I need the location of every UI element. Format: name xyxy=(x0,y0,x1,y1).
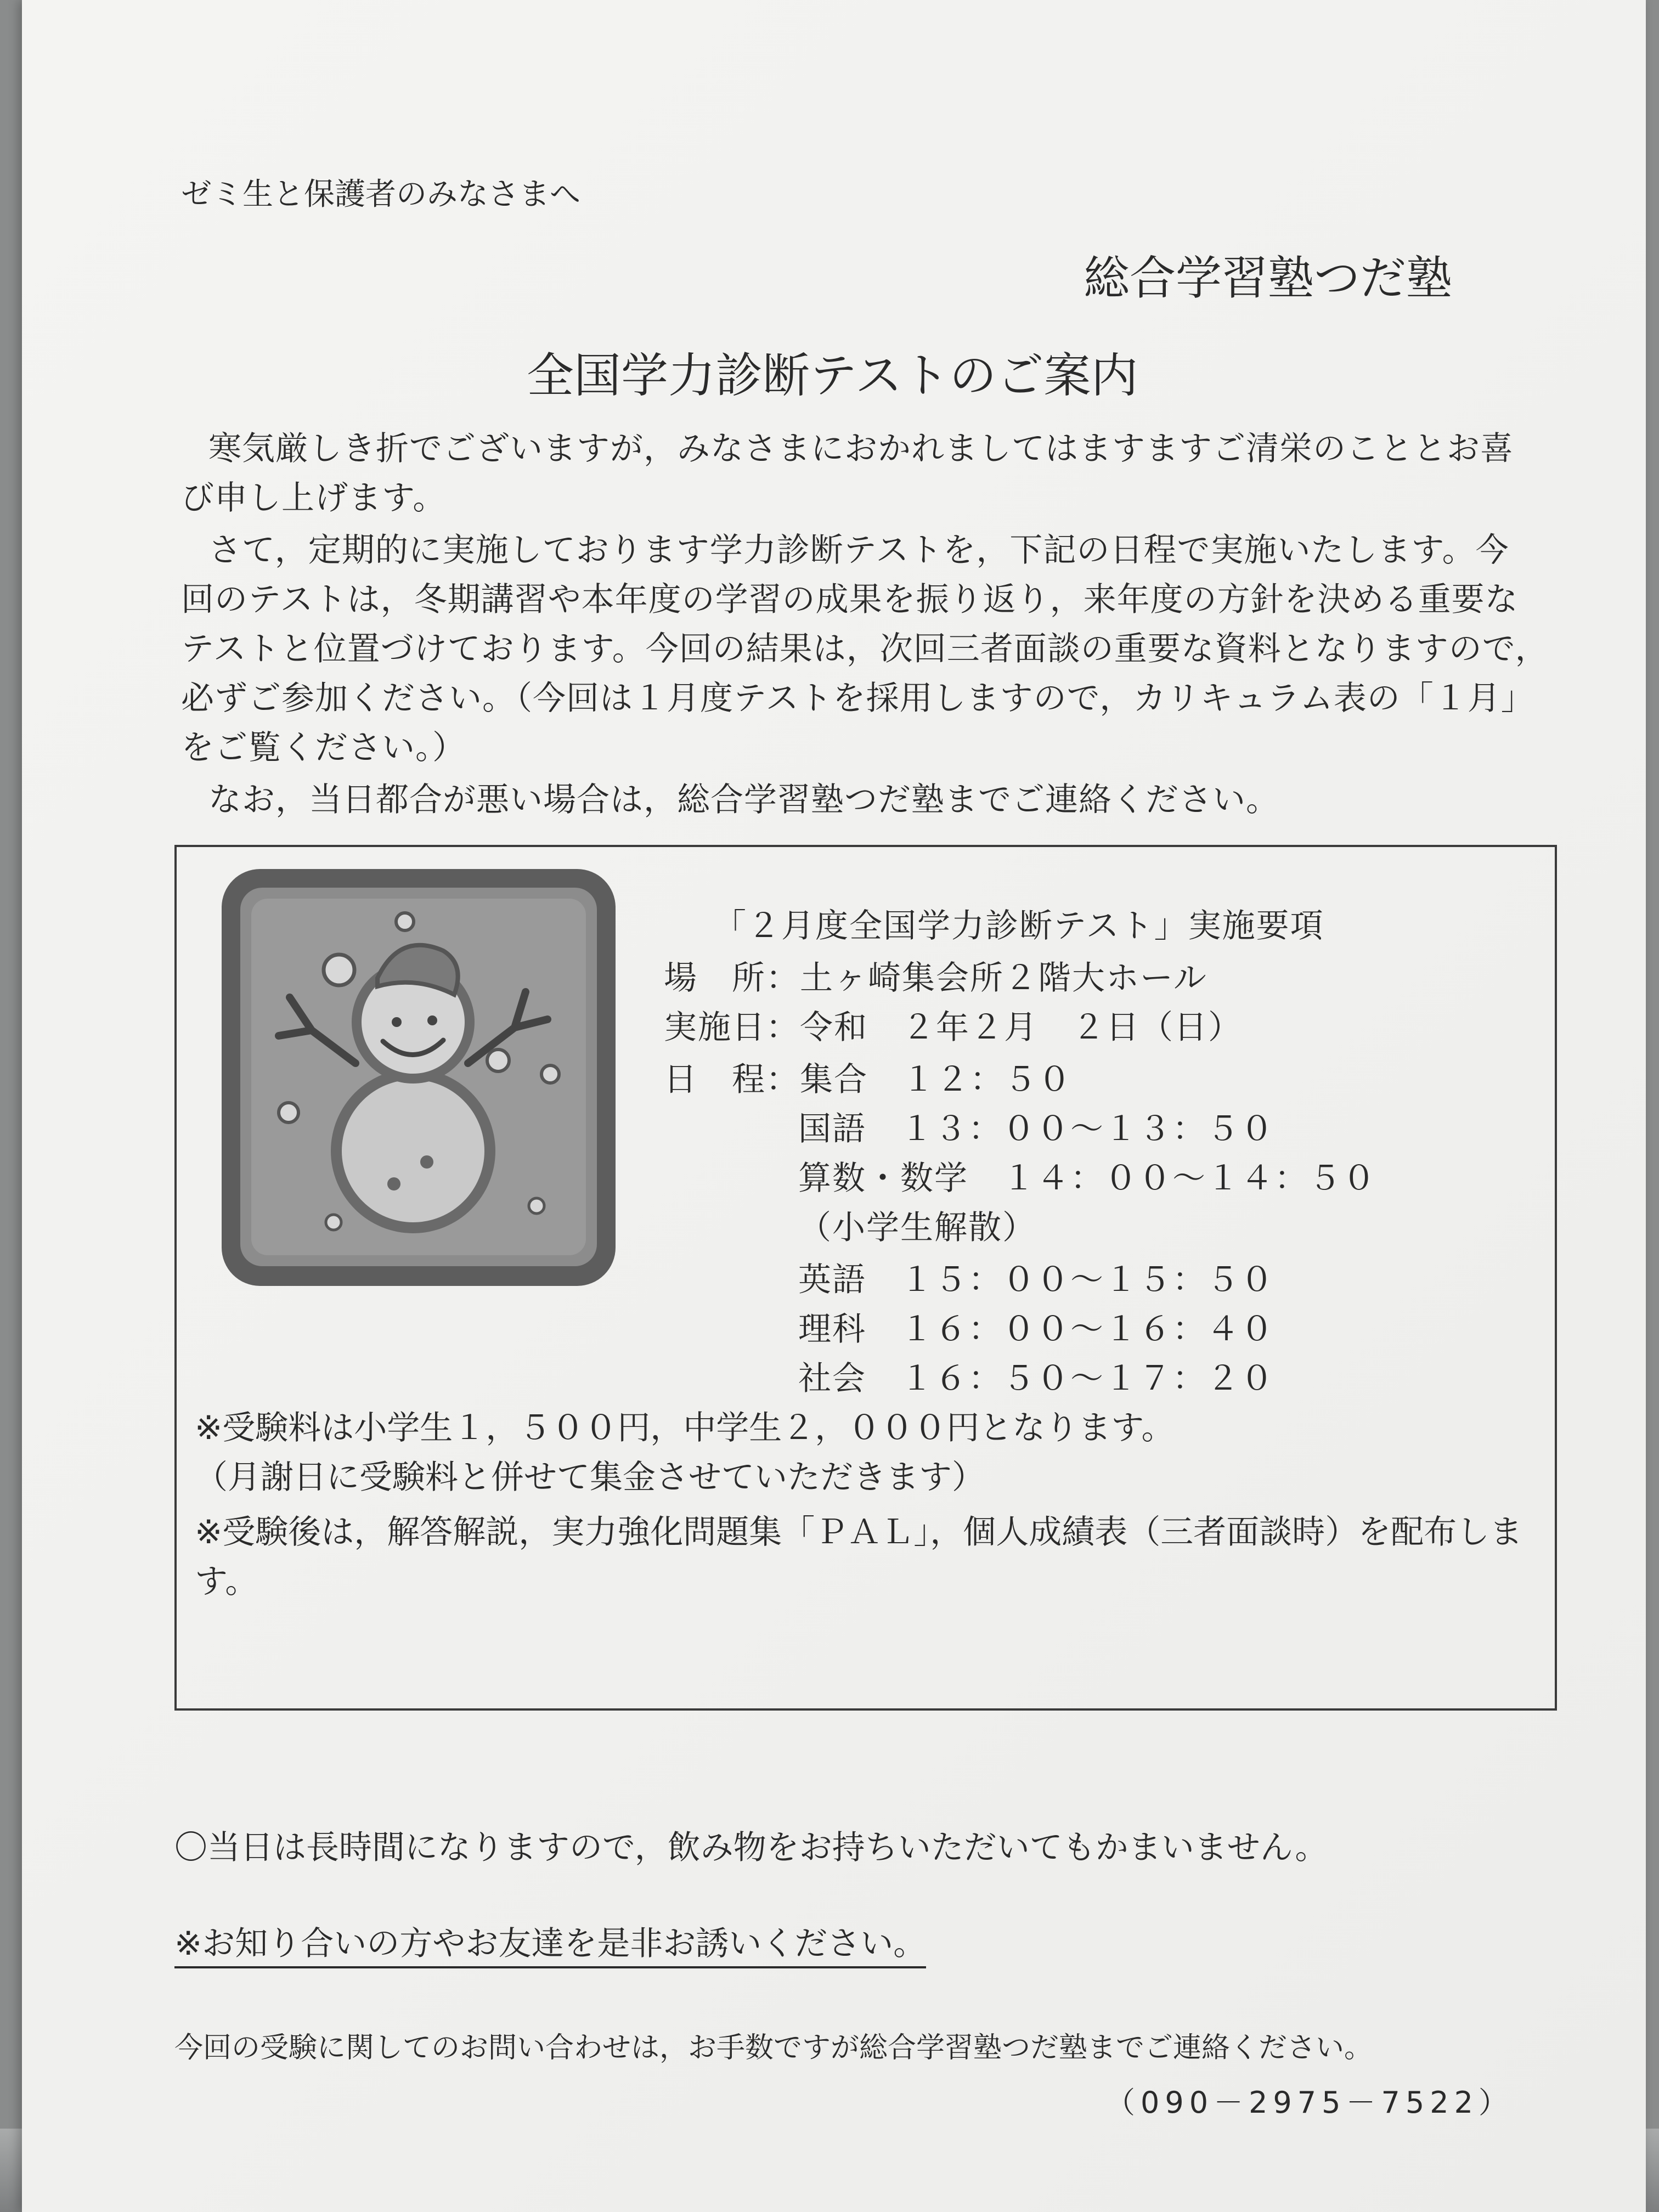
body-paragraph-line: 寒気厳しき折でございますが，みなさまにおかれましてはますますご清栄のこととお喜 xyxy=(208,430,1514,468)
snowflake-circle xyxy=(487,1049,509,1071)
snowflake-circle xyxy=(529,1198,544,1214)
details-venue: 場 所：土ヶ崎集会所２階大ホール xyxy=(664,959,1207,997)
body-paragraph-line: 必ずご参加ください。（今回は１月度テストを採用しますので，カリキュラム表の「１月」 xyxy=(181,679,1534,718)
phone-number: （090－2975－7522） xyxy=(1105,2085,1514,2120)
snowman-illustration xyxy=(218,866,619,1289)
snowman-eye xyxy=(392,1017,402,1027)
invite-note-text: ※お知り合いの方やお友達を是非お誘いください。 xyxy=(174,1925,926,1968)
body-paragraph-line: 回のテストは，冬期講習や本年度の学習の成果を振り返り，来年度の方針を決める重要な xyxy=(181,580,1519,619)
invite-note xyxy=(174,1917,926,1965)
snowflake-circle xyxy=(326,1215,341,1230)
body-paragraph-line: さて，定期的に実施しております学力診断テストを，下記の日程で実施いたします。今 xyxy=(208,531,1509,569)
schedule-item: 社会 １６：５０～１７：２０ xyxy=(798,1359,1274,1398)
body-paragraph-line: び申し上げます。 xyxy=(181,479,447,517)
fee-collection-note: （月謝日に受験料と併せて集金させていただきます） xyxy=(195,1458,985,1497)
distribution-note: ※受験後は，解答解説，実力強化問題集「ＰＡＬ」，個人成績表（三者面談時）を配布しま xyxy=(195,1513,1523,1551)
body-paragraph-line: なお，当日都合が悪い場合は，総合学習塾つだ塾までご連絡ください。 xyxy=(208,781,1279,819)
schedule-item: （小学生解散） xyxy=(798,1209,1036,1247)
snowman-button xyxy=(387,1177,400,1190)
body-paragraph-line: をご覧ください。） xyxy=(181,729,466,767)
schedule-item: 国語 １３：００～１３：５０ xyxy=(798,1110,1274,1148)
fee-note: ※受験料は小学生１，５００円，中学生２，０００円となります。 xyxy=(195,1409,1175,1447)
details-schedule-start: 日 程：集合 １２：５０ xyxy=(664,1060,1072,1099)
snowman-button xyxy=(420,1155,433,1169)
addressee-line: ゼミ生と保護者のみなさまへ xyxy=(181,177,580,212)
document-title: 全国学力診断テストのご案内 xyxy=(527,348,1138,403)
snowflake-circle xyxy=(396,913,414,930)
schedule-item: 理科 １６：００～１６：４０ xyxy=(798,1310,1274,1348)
drinks-note: 〇当日は長時間になりますので，飲み物をお持ちいただいてもかまいません。 xyxy=(174,1829,1328,1867)
snowman-body xyxy=(342,1080,484,1222)
school-name: 総合学習塾つだ塾 xyxy=(1084,251,1453,305)
schedule-item: 英語 １５：００～１５：５０ xyxy=(798,1261,1274,1299)
snowflake-circle xyxy=(279,1103,298,1122)
snowman-eye xyxy=(427,1015,437,1025)
snowflake-circle xyxy=(324,955,354,985)
distribution-note-continued: す。 xyxy=(195,1562,258,1601)
snowflake-circle xyxy=(541,1065,559,1083)
schedule-item: 算数・数学 １４：００～１４：５０ xyxy=(798,1159,1376,1198)
details-date: 実施日：令和 ２年２月 ２日（日） xyxy=(664,1008,1242,1047)
details-heading: 「２月度全国学力診断テスト」実施要項 xyxy=(713,907,1324,945)
contact-note: 今回の受験に関してのお問い合わせは，お手数ですが総合学習塾つだ塾までご連絡ください。 xyxy=(174,2032,1373,2064)
body-paragraph-line: テストと位置づけております。今回の結果は，次回三者面談の重要な資料となりますので， xyxy=(181,630,1549,668)
